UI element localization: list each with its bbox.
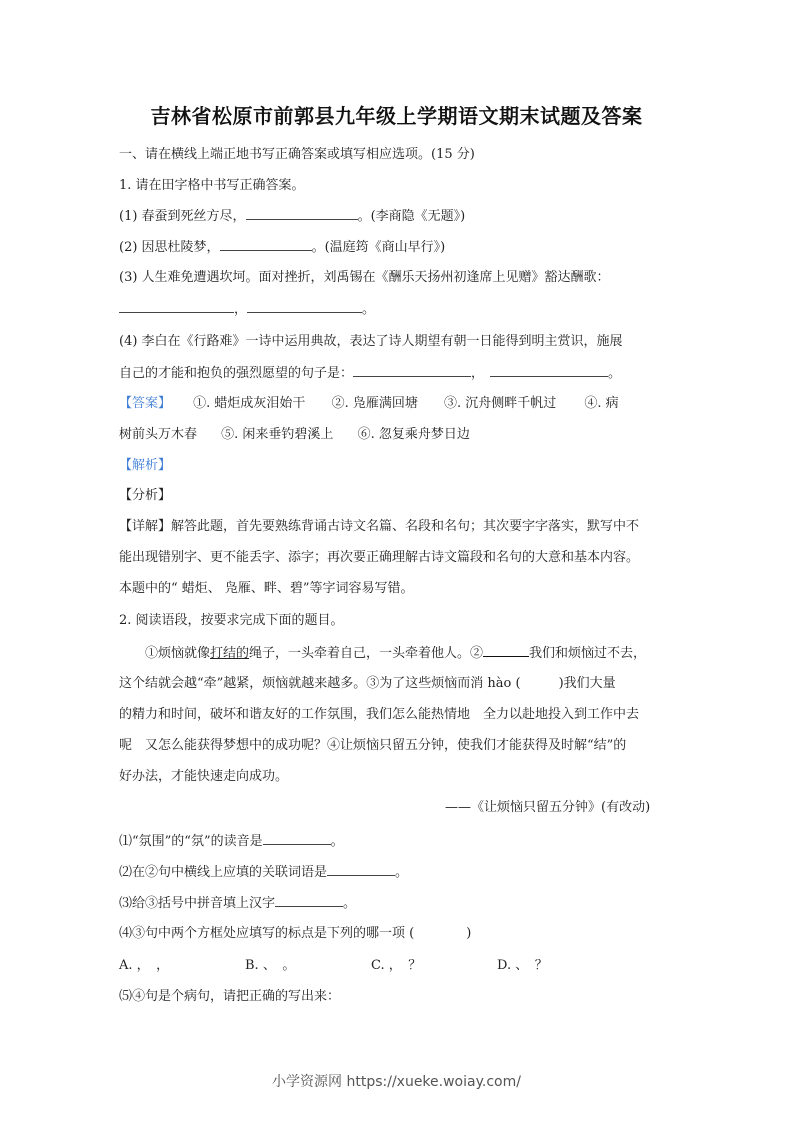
answer-label: 【答案】: [119, 396, 172, 411]
answer-blank[interactable]: [220, 238, 312, 251]
analysis-label: 【解析】: [119, 458, 172, 473]
period: 。: [395, 865, 409, 880]
q1-item-4-cont: [119, 364, 621, 383]
q1-item-1-post: 。(李商隐《无题》): [357, 209, 466, 224]
answer-item: ⑤. 闲来垂钓碧溪上: [221, 427, 334, 442]
q1-item-1: [119, 207, 465, 226]
answer-item: ②. 凫雁满回塘: [331, 396, 418, 411]
option-b: B. 、 。: [245, 958, 296, 973]
q1-item-2-pre: (2) 因思杜陵梦，: [119, 240, 220, 255]
answer-blank[interactable]: [263, 832, 331, 845]
passage-text: 这个结就会越“牵”越紧，烦恼就越来越多。③为了这些烦恼而消 hào (: [119, 676, 521, 691]
answer-blank[interactable]: [490, 364, 608, 377]
sub-question-text: ⑵在②句中横线上应填的关联词语是: [119, 865, 328, 880]
period: 。: [362, 302, 376, 317]
sub-question-text: ⑴“氛围”的“氛”的读音是: [119, 834, 263, 849]
answer-blank[interactable]: [275, 894, 343, 907]
passage-text: )我们大量: [558, 676, 616, 691]
detail-label: 【详解】: [119, 519, 172, 534]
q1-item-3-blanks: [119, 300, 375, 319]
q1-item-4-pre: 自己的才能和抱负的强烈愿望的句子是：: [119, 366, 354, 381]
answer-blank[interactable]: [483, 644, 529, 657]
q1-item-4: (4) 李白在《行路难》一诗中运用典故，表达了诗人期望有朝一日能得到明主赏识，施展: [119, 334, 623, 349]
q1-item-2: [119, 238, 445, 257]
answer-blank[interactable]: [246, 207, 358, 220]
passage-text: 绳子，一头牵着自己，一头牵着他人。②: [249, 646, 484, 661]
passage-line-4: 呢 又怎么能获得梦想中的成功呢？④让烦恼只留五分钟，使我们才能获得及时解“结”的: [119, 738, 627, 753]
detail-text: 解答此题，首先要熟练背诵古诗文名篇、名段和名句；其次要字字落实，默写中不: [171, 519, 640, 534]
detail-line-2: 能出现错别字、更不能丢字、添字；再次要正确理解古诗文篇段和名句的大意和基本内容。: [119, 550, 640, 565]
detail-line-1: [119, 518, 639, 536]
separator: ，: [234, 302, 248, 317]
q2-sub-3: [119, 894, 356, 913]
option-d: D. 、 ？: [497, 958, 548, 973]
footer-watermark: 小学资源网 https://xueke.woiay.com/: [272, 1074, 521, 1090]
option-c: C. ， ？: [371, 958, 422, 973]
period: 。: [343, 896, 357, 911]
question-2-prompt: 2. 阅读语段，按要求完成下面的题目。: [119, 613, 344, 628]
answer-item: ④. 病: [584, 396, 619, 411]
passage-source: ——《让烦恼只留五分钟》(有改动): [445, 800, 651, 815]
answer-item: 树前头万木春: [119, 427, 198, 442]
passage-text: ①烦恼就像: [145, 646, 211, 661]
answer-blank[interactable]: [353, 364, 471, 377]
underlined-text: 打结的: [210, 646, 250, 661]
answer-item: ⑥. 忽复乘舟梦日边: [357, 427, 470, 442]
answer-blank[interactable]: [247, 300, 362, 313]
separator: ，: [471, 366, 485, 381]
q2-sub-2: [119, 863, 408, 882]
answer-blank[interactable]: [119, 300, 234, 313]
answer-line-1: [119, 395, 619, 413]
q2-sub-5: ⑸④句是个病句，请把正确的写出来：: [119, 989, 341, 1004]
answer-line-2: [119, 426, 470, 444]
answer-blank[interactable]: [327, 863, 395, 876]
q2-sub-4: [119, 925, 471, 943]
detail-line-3: 本题中的“ 蜡炬、 凫雁、畔、碧”等字词容易写错。: [119, 581, 414, 596]
answer-item: ③. 沉舟侧畔千帆过: [443, 396, 557, 411]
passage-line-1: [145, 644, 646, 663]
fenxi-label: 【分析】: [119, 488, 172, 503]
question-1-prompt: 1. 请在田字格中书写正确答案。: [119, 178, 305, 193]
q1-item-2-post: 。(温庭筠《商山早行》): [311, 240, 446, 255]
period: 。: [330, 834, 344, 849]
answer-item: ①. 蜡炬成灰泪始干: [193, 396, 306, 411]
passage-line-5: 好办法，才能快速走向成功。: [119, 769, 289, 784]
period: 。: [608, 366, 622, 381]
section-heading: 一、请在横线上端正地书写正确答案或填写相应选项。(15 分): [119, 147, 475, 162]
q2-sub-1: [119, 832, 344, 851]
q1-item-3: (3) 人生难免遭遇坎坷。面对挫折，刘禹锡在《酬乐天扬州初逢席上见赠》豁达酬歌：: [119, 270, 610, 285]
document-title: 吉林省松原市前郭县九年级上学期语文期末试题及答案: [150, 104, 643, 128]
passage-line-2: [119, 675, 616, 693]
q1-item-1-pre: (1) 春蚕到死丝方尽，: [119, 209, 246, 224]
sub-question-text: ⑷③句中两个方框处应填写的标点是下列的哪一项 (: [119, 926, 415, 941]
passage-text: 我们和烦恼过不去，: [529, 646, 647, 661]
option-a: A. ， ，: [119, 958, 170, 973]
sub-question-text: ⑶给③括号中拼音填上汉字: [119, 896, 276, 911]
passage-line-3: 的精力和时间，破坏和谐友好的工作氛围，我们怎么能热情地 全力以赴地投入到工作中去: [119, 707, 640, 722]
closing-paren: ): [466, 926, 472, 941]
